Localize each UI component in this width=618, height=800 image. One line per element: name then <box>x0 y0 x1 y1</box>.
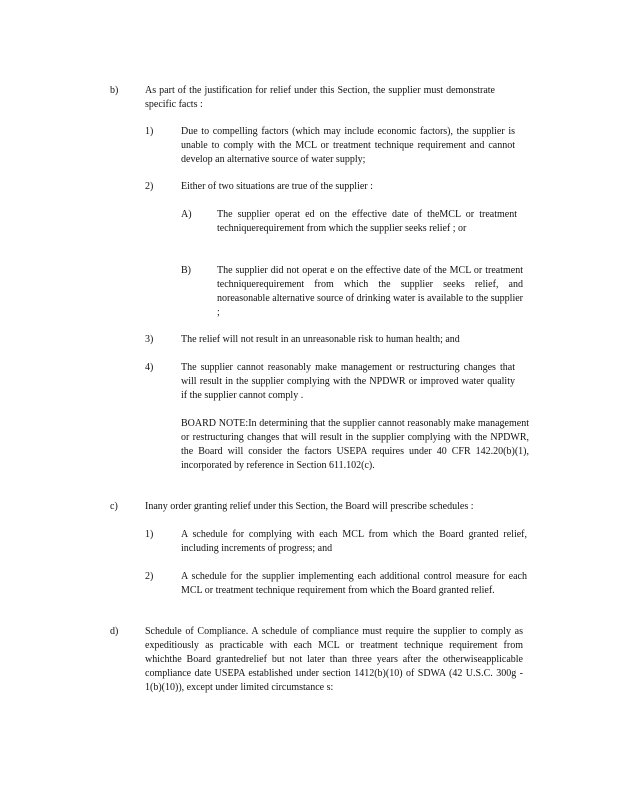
section-d-text: Schedule of Compliance. A schedule of compliance must require the supplier to comply as expeditiously as practicable with each MCL or treatment technique requirement from whichthe Board grantedrelief but not later than three years after the otherwiseapplicable compliance date USEPA established under section 1412(b)(10) of SDWA (42 U.S.C. 300g - 1(b)(10)), except under limited circumstance s: <box>145 626 523 693</box>
subitem-b-label: B) <box>181 265 191 276</box>
subitem-a-text: The supplier operat ed on the effective date of theMCL or treatment techniquerequirement from which the supplier seeks relief ; or <box>217 209 517 234</box>
subitem-a-label: A) <box>181 209 192 220</box>
item-b1-label: 1) <box>145 126 154 137</box>
section-d-label: d) <box>110 626 119 637</box>
section-b-text: As part of the justification for relief under this Section, the supplier must demonstrate specific facts : <box>145 85 495 110</box>
item-b1-text: Due to compelling factors (which may include economic factors), the supplier is unable to comply with the MCL or treatment technique requirement and cannot develop an alternative source of water supply; <box>181 126 515 165</box>
section-b-label: b) <box>110 85 119 96</box>
section-c-label: c) <box>110 501 118 512</box>
item-b3-text: The relief will not result in an unreasonable risk to human health; and <box>181 334 460 345</box>
item-b4-text: The supplier cannot reasonably make management or restructuring changes that will result in the supplier complying with the NPDWR or improved water quality if the supplier cannot comply . <box>181 362 515 401</box>
item-c2-text: A schedule for the supplier implementing each additional control measure for each MCL or treatment technique requirement from which the Board granted relief. <box>181 571 527 596</box>
item-c1-label: 1) <box>145 529 154 540</box>
item-b3-label: 3) <box>145 334 154 345</box>
item-b2-text: Either of two situations are true of the supplier : <box>181 181 373 192</box>
section-c-text: Inany order granting relief under this Section, the Board will prescribe schedules : <box>145 501 474 512</box>
item-c2-label: 2) <box>145 571 154 582</box>
subitem-b-text: The supplier did not operat e on the effective date of the MCL or treatment techniquerequirement from which the supplier seeks relief, and noreasonable alternative source of drinking water is available to the supplier ; <box>217 265 523 318</box>
item-b4-label: 4) <box>145 362 154 373</box>
item-c1-text: A schedule for complying with each MCL from which the Board granted relief, including increments of progress; and <box>181 529 527 554</box>
item-b2-label: 2) <box>145 181 154 192</box>
board-note: BOARD NOTE:In determining that the supplier cannot reasonably make management or restructuring changes that will result in the supplier complying with the NPDWR, the Board will consider the factors USEPA requires under 40 CFR 142.20(b)(1), incorporated by reference in Section 611.102(c). <box>181 418 529 471</box>
